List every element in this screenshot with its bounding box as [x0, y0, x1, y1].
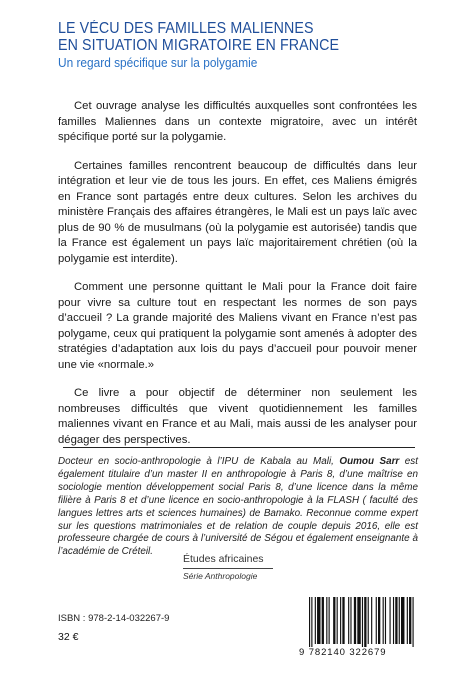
series-subtitle: Série Anthropologie [183, 571, 258, 581]
bio-intro: Docteur en socio-anthropologie à l’IPU de Kabala au Mali, [58, 456, 340, 467]
summary-paragraph-2: Certaines familles rencontrent beaucoup de difficultés dans leur intégration et leur vie de tous les jours. En effet, ces Maliens émigrés en France sont partagés entre deux cultures. Selon les archives du ministère Français des affaires étrangères, le Mali est un pays laïc avec plus de 90 % de musulmans (où la polygamie est autorisée) tandis que la France est également un pays laïc majoritairement chrétien (où la polygamie est interdite). [58, 159, 417, 265]
author-name: Oumou Sarr [339, 456, 400, 467]
book-title-line-2: EN SITUATION MIGRATOIRE EN FRANCE [58, 37, 340, 54]
summary-paragraph-4: Ce livre a pour objectif de déterminer non seulement les nombreuses difficultés que vivent quotidiennement les familles maliennes vivant en France et au Mali, mais aussi de les analyser pour dégager des perspectives. [58, 387, 417, 446]
summary-paragraph-3: Comment une personne quittant le Mali pour la France doit faire pour vivre sa culture tout en respectant les normes de son pays d’accueil ? La grande majorité des Maliens vivant en France n’est pas polygame, ceux qui pratiquent la polygamie sont amenés à adopter des stratégies d’adaptation aux lois du pays d’accueil pour pouvoir mener une vie «normale.» [58, 281, 417, 371]
book-summary [58, 99, 417, 461]
author-bio [58, 456, 418, 559]
book-subtitle: Un regard spécifique sur la polygamie [58, 56, 258, 70]
series-name: Études africaines [183, 553, 264, 565]
series-logo [183, 553, 293, 582]
barcode-number: 9 782140 322679 [299, 647, 419, 658]
price-label: 32 € [58, 631, 79, 643]
series-divider [183, 568, 273, 569]
barcode-bars-icon [299, 597, 419, 649]
book-title-line-1: LE VÉCU DES FAMILLES MALIENNES [58, 20, 314, 37]
isbn-label: ISBN : 978-2-14-032267-9 [58, 613, 170, 624]
back-cover-header [58, 20, 438, 71]
bio-body: est également titulaire d’un master II en anthropologie à Paris 8, d’une maîtrise en sociologie mention développement social Paris 8, d’une licence dans la même filière à Paris 8 et d’une licence en socio-anthropologie à la FLASH ( faculté des langues lettres arts et sciences humaines) de Bamako. Reconnue comme expert sur les questions matrimoniales et de relation de couple depuis 2016, elle est professeure chargée de cours à l’université de Ségou et également enseignante à l’académie de Créteil. [58, 456, 418, 558]
barcode [299, 597, 419, 667]
summary-paragraph-1: Cet ouvrage analyse les difficultés auxquelles sont confrontées les familles Maliennes dans un contexte migratoire, avec un intérêt spécifique porté sur la polygamie. [58, 100, 417, 143]
section-divider [63, 447, 415, 448]
